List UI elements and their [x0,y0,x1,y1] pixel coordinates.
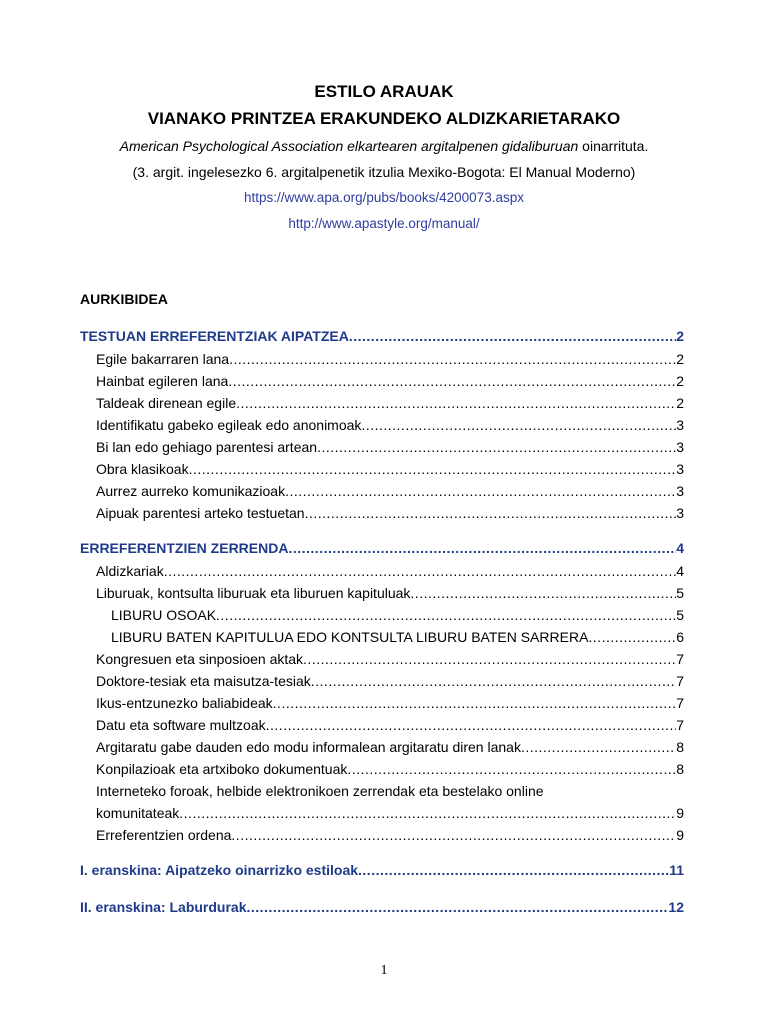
toc-page: 2 [676,395,684,411]
toc-entry[interactable] [96,761,684,778]
toc-leader [347,761,676,778]
toc-page: 7 [676,695,684,711]
toc-leader [266,717,677,734]
toc-leader [521,739,676,756]
toc-label: Datu eta software multzoak [96,717,266,733]
toc-page: 7 [676,673,684,689]
toc-label: LIBURU OSOAK [111,607,217,623]
toc-page: 2 [676,328,684,344]
toc-entry-wrapped-line[interactable]: Interneteko foroak, helbide elektronikoen zerrendak eta bestelako online [96,783,544,799]
toc-entry[interactable] [96,739,684,756]
toc-page: 8 [676,761,684,777]
toc-label: Taldeak direnean egile [96,395,237,411]
toc-page: 4 [676,563,684,579]
toc-label: I. eranskina: Aipatzeko oinarrizko estiloak [80,862,359,878]
toc-page: 9 [676,805,684,821]
toc-entry[interactable] [96,505,684,522]
toc-label: Identifikatu gabeko egileak edo anonimoak [96,417,362,433]
toc-leader [164,563,677,580]
toc-entry[interactable] [96,417,684,434]
toc-appendix-2[interactable] [80,899,684,916]
toc-page: 9 [676,827,684,843]
toc-page: 2 [676,351,684,367]
toc-label: Argitaratu gabe dauden edo modu informalean argitaratu diren lanak [96,739,521,755]
toc-leader [229,351,676,368]
toc-label: TESTUAN ERREFERENTZIAK AIPATZEA [80,328,349,344]
toc-leader [303,651,676,668]
toc-entry[interactable] [96,563,684,580]
toc-leader [236,395,676,412]
toc-heading: AURKIBIDEA [80,291,168,307]
toc-label: Konpilazioak eta artxiboko dokumentuak [96,761,348,777]
toc-label: LIBURU BATEN KAPITULUA EDO KONTSULTA LIBURU BATEN SARRERA [111,629,589,645]
toc-page: 5 [676,607,684,623]
toc-leader [189,461,677,478]
toc-entry[interactable] [96,461,684,478]
toc-leader [273,695,677,712]
toc-page: 3 [676,439,684,455]
toc-appendix-1[interactable] [80,862,684,879]
toc-section-2[interactable] [80,540,684,557]
toc-page: 7 [676,717,684,733]
toc-label: Kongresuen eta sinposioen aktak [96,651,304,667]
toc-entry[interactable] [96,373,684,390]
toc-page: 2 [676,373,684,389]
toc-leader [288,540,676,557]
toc-label: Ikus-entzunezko baliabideak [96,695,273,711]
toc-label: komunitateak [96,805,180,821]
toc-leader [361,417,676,434]
toc-label: Aurrez aurreko komunikazioak [96,483,286,499]
apa-books-link[interactable]: https://www.apa.org/pubs/books/4200073.aspx [244,190,524,205]
toc-page: 7 [676,651,684,667]
toc-page: 3 [676,461,684,477]
toc-label: Erreferentzien ordena [96,827,232,843]
toc-page: 3 [676,483,684,499]
toc-entry[interactable] [96,651,684,668]
apastyle-manual-link[interactable]: http://www.apastyle.org/manual/ [288,216,480,231]
toc-leader [317,439,676,456]
toc-entry[interactable] [96,439,684,456]
toc-entry[interactable] [96,695,684,712]
toc-page: 4 [676,540,684,556]
toc-label: Hainbat egileren lana [96,373,229,389]
toc-leader [228,373,676,390]
toc-label: ERREFERENTZIEN ZERRENDA [80,540,289,556]
toc-leader [588,629,676,646]
toc-leader [179,805,676,822]
toc-leader [410,585,676,602]
toc-page: 3 [676,505,684,521]
source-note-italic: American Psychological Association elkartearen argitalpenen gidaliburuan [119,138,579,154]
edition-note: (3. argit. ingelesezko 6. argitalpenetik itzulia Mexiko-Bogota: El Manual Moderno) [132,164,636,180]
page-number: 1 [380,963,388,978]
document-subtitle-title: VIANAKO PRINTZEA ERAKUNDEKO ALDIZKARIETARAKO [147,109,621,128]
toc-entry[interactable] [111,607,684,624]
toc-label: Aldizkariak [96,563,164,579]
toc-section-1[interactable] [80,328,684,345]
toc-entry[interactable] [96,717,684,734]
toc-page: 11 [669,862,684,878]
toc-page: 3 [676,417,684,433]
toc-label: Liburuak, kontsulta liburuak eta liburuen kapituluak [96,585,411,601]
toc-entry[interactable] [96,585,684,602]
toc-leader [349,328,676,345]
toc-label: Doktore-tesiak eta maisutza-tesiak [96,673,311,689]
toc-page: 8 [676,739,684,755]
toc-page: 5 [676,585,684,601]
toc-leader [285,483,676,500]
toc-label: II. eranskina: Laburdurak [80,899,247,915]
toc-entry[interactable] [96,827,684,844]
toc-entry[interactable] [96,805,684,822]
toc-leader [247,899,669,916]
toc-entry[interactable] [111,629,684,646]
source-note-rest: oinarrituta. [578,138,649,154]
toc-leader [216,607,676,624]
toc-entry[interactable] [96,395,684,412]
toc-label: Obra klasikoak [96,461,189,477]
toc-entry[interactable] [96,673,684,690]
document-title: ESTILO ARAUAK [314,82,454,101]
toc-label: Egile bakarraren lana [96,351,230,367]
toc-page: 6 [676,629,684,645]
toc-label: Aipuak parentesi arteko testuetan [96,505,305,521]
toc-leader [311,673,676,690]
toc-entry[interactable] [96,351,684,368]
toc-page: 12 [668,899,684,915]
toc-leader [231,827,676,844]
toc-leader [358,862,669,879]
toc-leader [305,505,677,522]
toc-entry[interactable] [96,483,684,500]
toc-label: Bi lan edo gehiago parentesi artean [96,439,318,455]
